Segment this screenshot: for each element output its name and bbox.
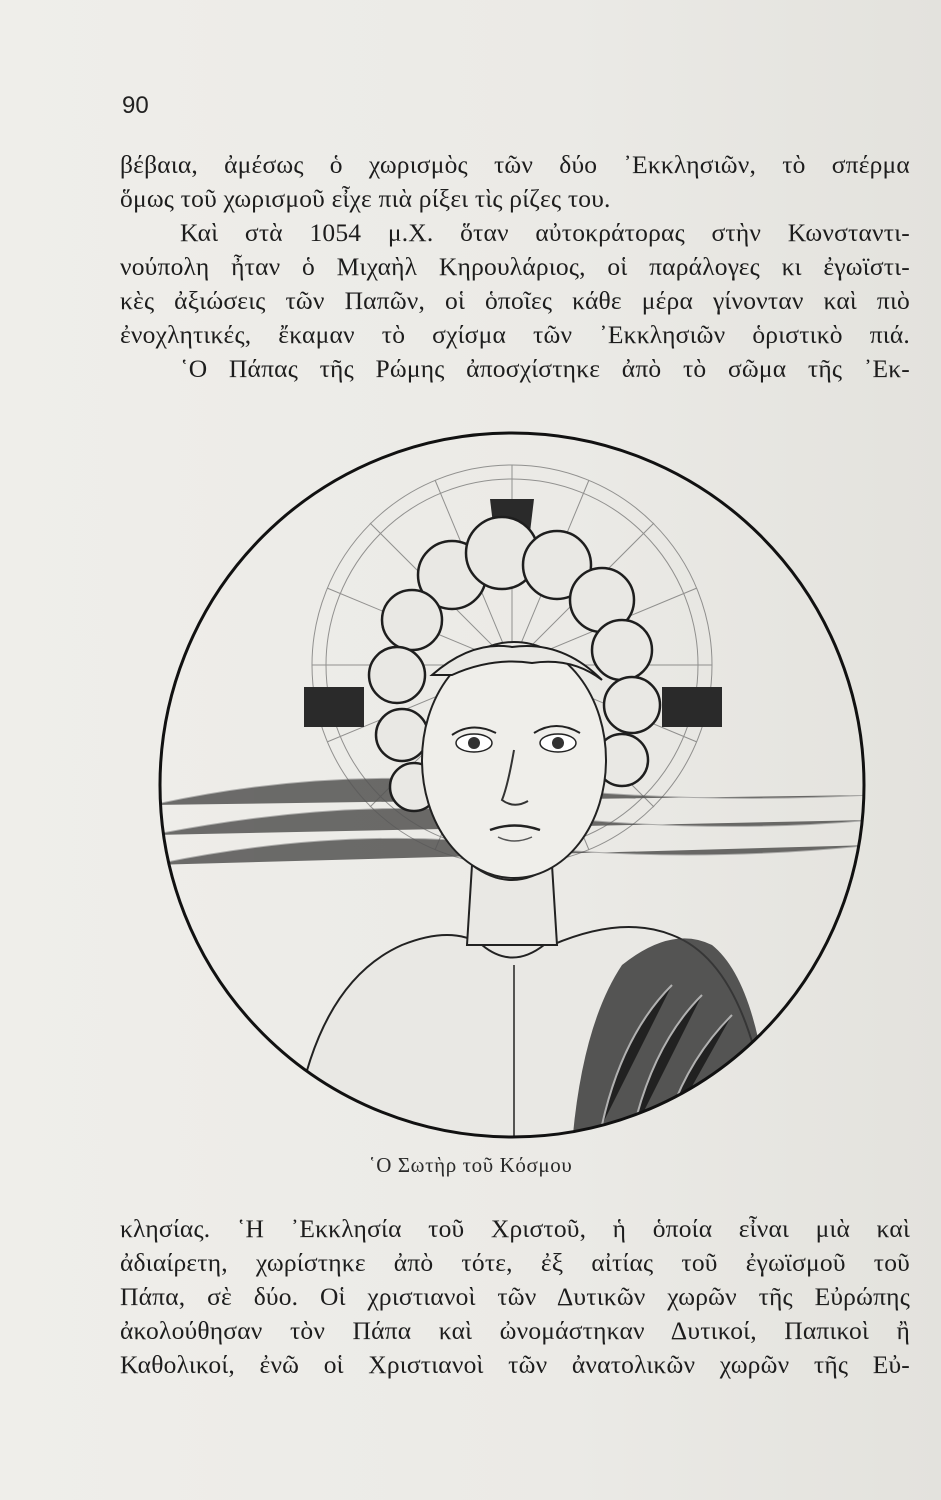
text-line: ῾Ο Πάπας τῆς Ρώμης ἀποσχίστηκε ἀπὸ τὸ σῶμα τῆς ᾿Εκ- <box>180 354 910 383</box>
illustration-caption: ῾Ο Σωτὴρ τοῦ Κόσμου <box>368 1153 573 1177</box>
text-line: Καθολικοί, ἐνῶ οἱ Χριστιανοὶ τῶν ἀνατολικῶν χωρῶν τῆς Εὐ- <box>120 1350 910 1379</box>
bottom-paragraph <box>120 1212 910 1382</box>
top-paragraph <box>120 148 910 386</box>
text-line: Καὶ στὰ 1054 μ.Χ. ὅταν αὐτοκράτορας στὴν Κωνσταντι- <box>180 218 910 247</box>
text-line: κλησίας. ῾Η ᾿Εκκλησία τοῦ Χριστοῦ, ἡ ὁποία εἶναι μιὰ καὶ <box>120 1214 910 1243</box>
text-line: ἀκολούθησαν τὸν Πάπα καὶ ὠνομάστηκαν Δυτικοί, Παπικοὶ ἢ <box>120 1316 910 1345</box>
christ-child-illustration <box>152 425 872 1145</box>
page-number: 90 <box>122 92 149 119</box>
text-line: νούπολη ἦταν ὁ Μιχαὴλ Κηρουλάριος, οἱ παράλογες κι ἐγωϊστι- <box>120 252 910 281</box>
text-line: Πάπα, σὲ δύο. Οἱ χριστιανοὶ τῶν Δυτικῶν χωρῶν τῆς Εὐρώπης <box>120 1282 910 1311</box>
text-line: ὅμως τοῦ χωρισμοῦ εἶχε πιὰ ρίξει τὶς ρίζες του. <box>120 184 611 213</box>
text-line: ἐνοχλητικές, ἔκαμαν τὸ σχίσμα τῶν ᾿Εκκλησιῶν ὁριστικὸ πιά. <box>120 320 910 349</box>
text-line: κὲς ἀξιώσεις τῶν Παπῶν, οἱ ὁποῖες κάθε μέρα γίνονταν καὶ πιὸ <box>120 286 910 315</box>
face <box>422 642 606 878</box>
text-line: ἀδιαίρετη, χωρίστηκε ἀπὸ τότε, ἐξ αἰτίας τοῦ ἐγωϊσμοῦ τοῦ <box>120 1248 910 1277</box>
text-line: βέβαια, ἀμέσως ὁ χωρισμὸς τῶν δύο ᾿Εκκλησιῶν, τὸ σπέρμα <box>120 150 910 179</box>
